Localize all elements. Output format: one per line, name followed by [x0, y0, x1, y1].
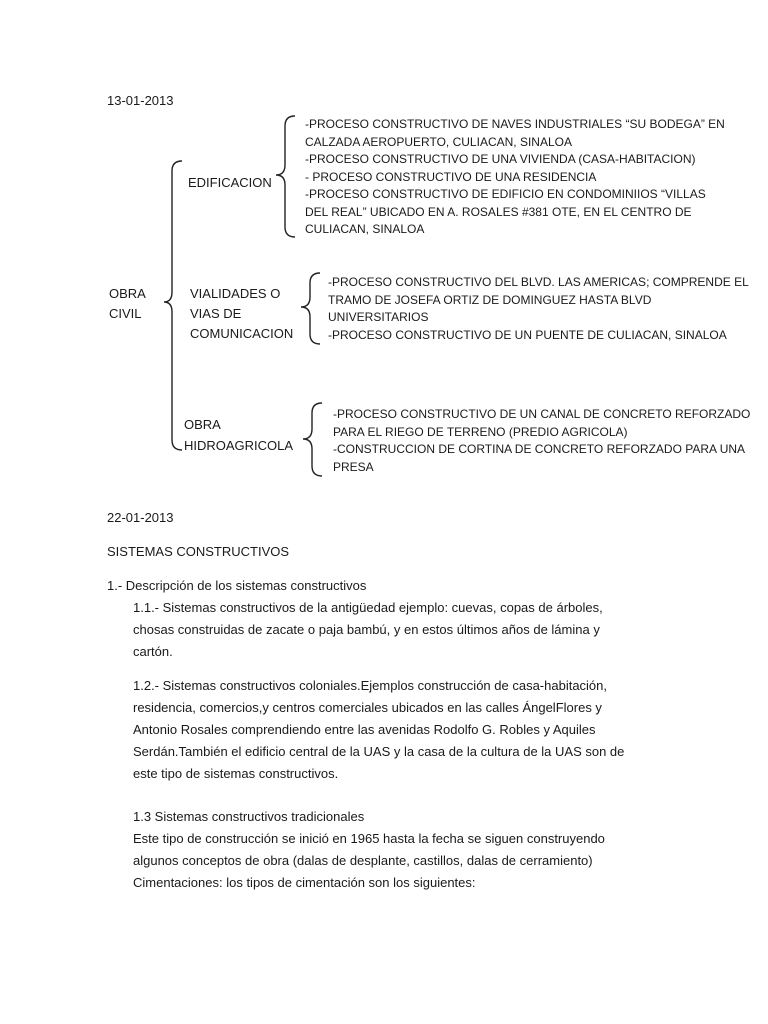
edificacion-item: -PROCESO CONSTRUCTIVO DE UNA VIVIENDA (CASA-HABITACION)	[305, 152, 696, 166]
edificacion-bracket	[276, 116, 295, 237]
edificacion-item: -PROCESO CONSTRUCTIVO DE EDIFICIO EN CONDOMINIIOS “VILLAS	[305, 187, 706, 201]
paragraph-1-1-line: cartón.	[133, 644, 173, 659]
paragraph-1-3-line: Cimentaciones: los tipos de cimentación son los siguientes:	[133, 875, 476, 890]
hidroagricola-item: PRESA	[333, 459, 374, 474]
edificacion-item: - PROCESO CONSTRUCTIVO DE UNA RESIDENCIA	[305, 169, 597, 184]
vialidades-item: TRAMO DE JOSEFA ORTIZ DE DOMINGUEZ HASTA BLVD	[328, 292, 652, 307]
main-bracket	[164, 161, 182, 450]
subsection-title: 1.- Descripción de los sistemas constructivos	[107, 578, 367, 593]
hidroagricola-label-line-2: HIDROAGRICOLA	[184, 438, 294, 453]
hidroagricola-item: PARA EL RIEGO DE TERRENO (PREDIO AGRICOLA)	[333, 424, 628, 439]
vialidades-label-line-1: VIALIDADES O	[190, 286, 281, 301]
edificacion-item: CULIACAN, SINALOA	[305, 222, 425, 236]
edificacion-label: EDIFICACION	[188, 175, 272, 190]
paragraph-1-3-line: Este tipo de construcción se inició en 1965 hasta la fecha se siguen construyendo	[133, 831, 605, 846]
vialidades-item: -PROCESO CONSTRUCTIVO DEL BLVD. LAS AMERICAS; COMPRENDE EL	[328, 275, 749, 289]
vialidades-bracket	[301, 273, 320, 344]
hidroagricola-bracket	[303, 403, 322, 476]
vialidades-label-line-3: COMUNICACION	[190, 326, 294, 341]
root-label-line-2: CIVIL	[109, 306, 142, 321]
paragraph-1-2-line: Serdán.También el edificio central de la UAS y la casa de la cultura de la UAS son de	[133, 744, 625, 759]
vialidades-item: UNIVERSITARIOS	[328, 310, 429, 324]
paragraph-1-2-line: Antonio Rosales comprendiendo entre las avenidas Rodolfo G. Robles y Aquiles	[133, 722, 596, 737]
hidroagricola-item: -CONSTRUCCION DE CORTINA DE CONCRETO REFORZADO PARA UNA	[333, 442, 746, 456]
edificacion-item: DEL REAL” UBICADO EN A. ROSALES #381 OTE, EN EL CENTRO DE	[305, 204, 692, 219]
edificacion-item: -PROCESO CONSTRUCTIVO DE NAVES INDUSTRIALES “SU BODEGA” EN	[305, 117, 725, 131]
paragraph-1-1-line: chosas construidas de zacate o paja bambú, y en estos últimos años de lámina y	[133, 622, 600, 637]
hidroagricola-item: -PROCESO CONSTRUCTIVO DE UN CANAL DE CONCRETO REFORZADO	[333, 407, 751, 421]
paragraph-1-1-line: 1.1.- Sistemas constructivos de la antigüedad ejemplo: cuevas, copas de árboles,	[133, 600, 603, 615]
paragraph-1-3-title: 1.3 Sistemas constructivos tradicionales	[133, 809, 365, 824]
vialidades-label-line-2: VIAS DE	[190, 306, 242, 321]
paragraph-1-2-line: este tipo de sistemas constructivos.	[133, 766, 339, 781]
edificacion-item: CALZADA AEROPUERTO, CULIACAN, SINALOA	[305, 134, 572, 149]
root-label-line-1: OBRA	[109, 286, 146, 301]
paragraph-1-2-line: residencia, comercios,y centros comerciales ubicados en las calles ÁngelFlores y	[133, 700, 602, 715]
date-heading-2: 22-01-2013	[107, 510, 174, 525]
paragraph-1-2-line: 1.2.- Sistemas constructivos coloniales.Ejemplos construcción de casa-habitación,	[133, 678, 608, 693]
date-heading-1: 13-01-2013	[107, 93, 174, 108]
paragraph-1-3-line: algunos conceptos de obra (dalas de desplante, castillos, dalas de cerramiento)	[133, 853, 593, 868]
vialidades-item: -PROCESO CONSTRUCTIVO DE UN PUENTE DE CULIACAN, SINALOA	[328, 327, 727, 342]
section-heading: SISTEMAS CONSTRUCTIVOS	[107, 544, 290, 559]
hidroagricola-label-line-1: OBRA	[184, 417, 221, 432]
